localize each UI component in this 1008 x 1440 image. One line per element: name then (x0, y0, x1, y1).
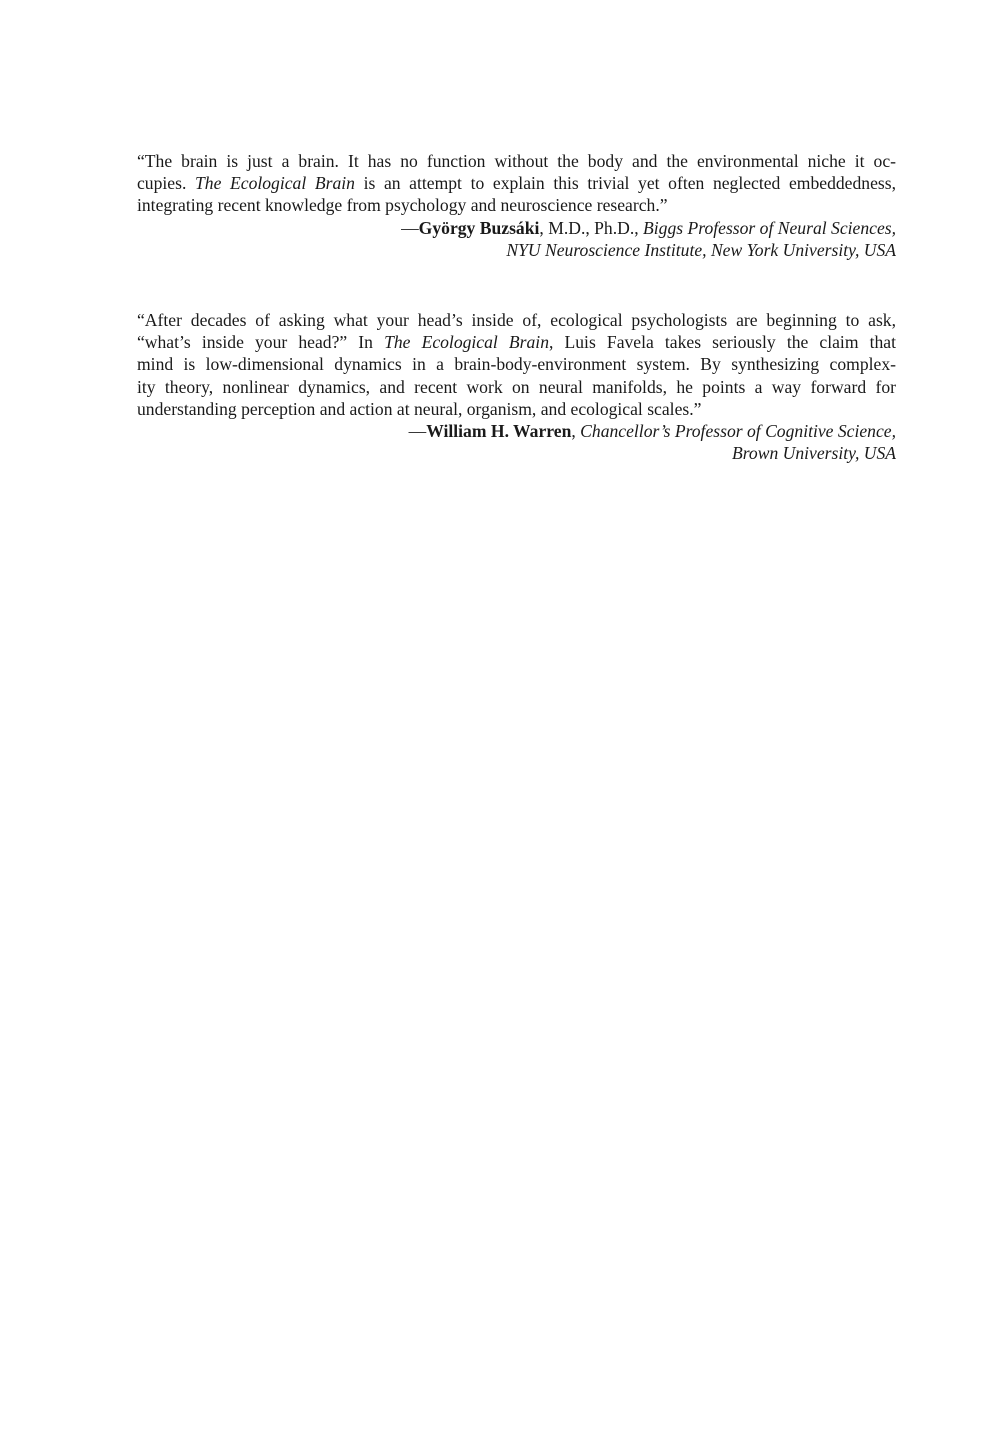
book-title: The Ecological Brain (194, 173, 355, 194)
quote-text (137, 150, 896, 217)
attribution-line-1: —György Buzsáki, M.D., Ph.D., Biggs Professor of Neural Sciences, (401, 217, 896, 238)
quote-line: mind is low-dimensional dynamics in a brain-body-environment system. By synthesizing complex- (137, 354, 896, 375)
quote-text (137, 309, 896, 420)
author-title: Biggs Professor of Neural Sciences, (643, 217, 896, 238)
book-title: The Ecological Brain (384, 332, 549, 353)
endorsement-quote-warren (137, 309, 896, 464)
attribution-line-2: Brown University, USA (731, 443, 896, 464)
author-title: Chancellor’s Professor of Cognitive Science, (580, 421, 896, 442)
quote-line: cupies. The Ecological Brain is an attempt to explain this trivial yet often neglected embeddedness, (137, 173, 896, 194)
author-credentials: , M.D., Ph.D., (539, 217, 644, 238)
quote-line: “The brain is just a brain. It has no function without the body and the environmental niche it oc- (137, 151, 896, 171)
quote-line: “After decades of asking what your head’s inside of, ecological psychologists are beginning to ask, (137, 310, 896, 330)
author-credentials: , (571, 421, 581, 442)
quote-line: ity theory, nonlinear dynamics, and recent work on neural manifolds, he points a way forward for (137, 376, 896, 397)
quote-line: integrating recent knowledge from psychology and neuroscience research.” (137, 195, 668, 216)
attribution-line-1: —William H. Warren, Chancellor’s Professor of Cognitive Science, (408, 421, 896, 442)
attribution-line-2: NYU Neuroscience Institute, New York University, USA (506, 239, 896, 260)
author-name: William H. Warren (426, 421, 572, 442)
author-name: György Buzsáki (418, 217, 540, 238)
endorsement-quote-buzsaki (137, 150, 896, 261)
quote-line: “what’s inside your head?” In The Ecological Brain, Luis Favela takes seriously the claim that (137, 332, 897, 353)
quote-line: understanding perception and action at neural, organism, and ecological scales.” (137, 398, 702, 419)
